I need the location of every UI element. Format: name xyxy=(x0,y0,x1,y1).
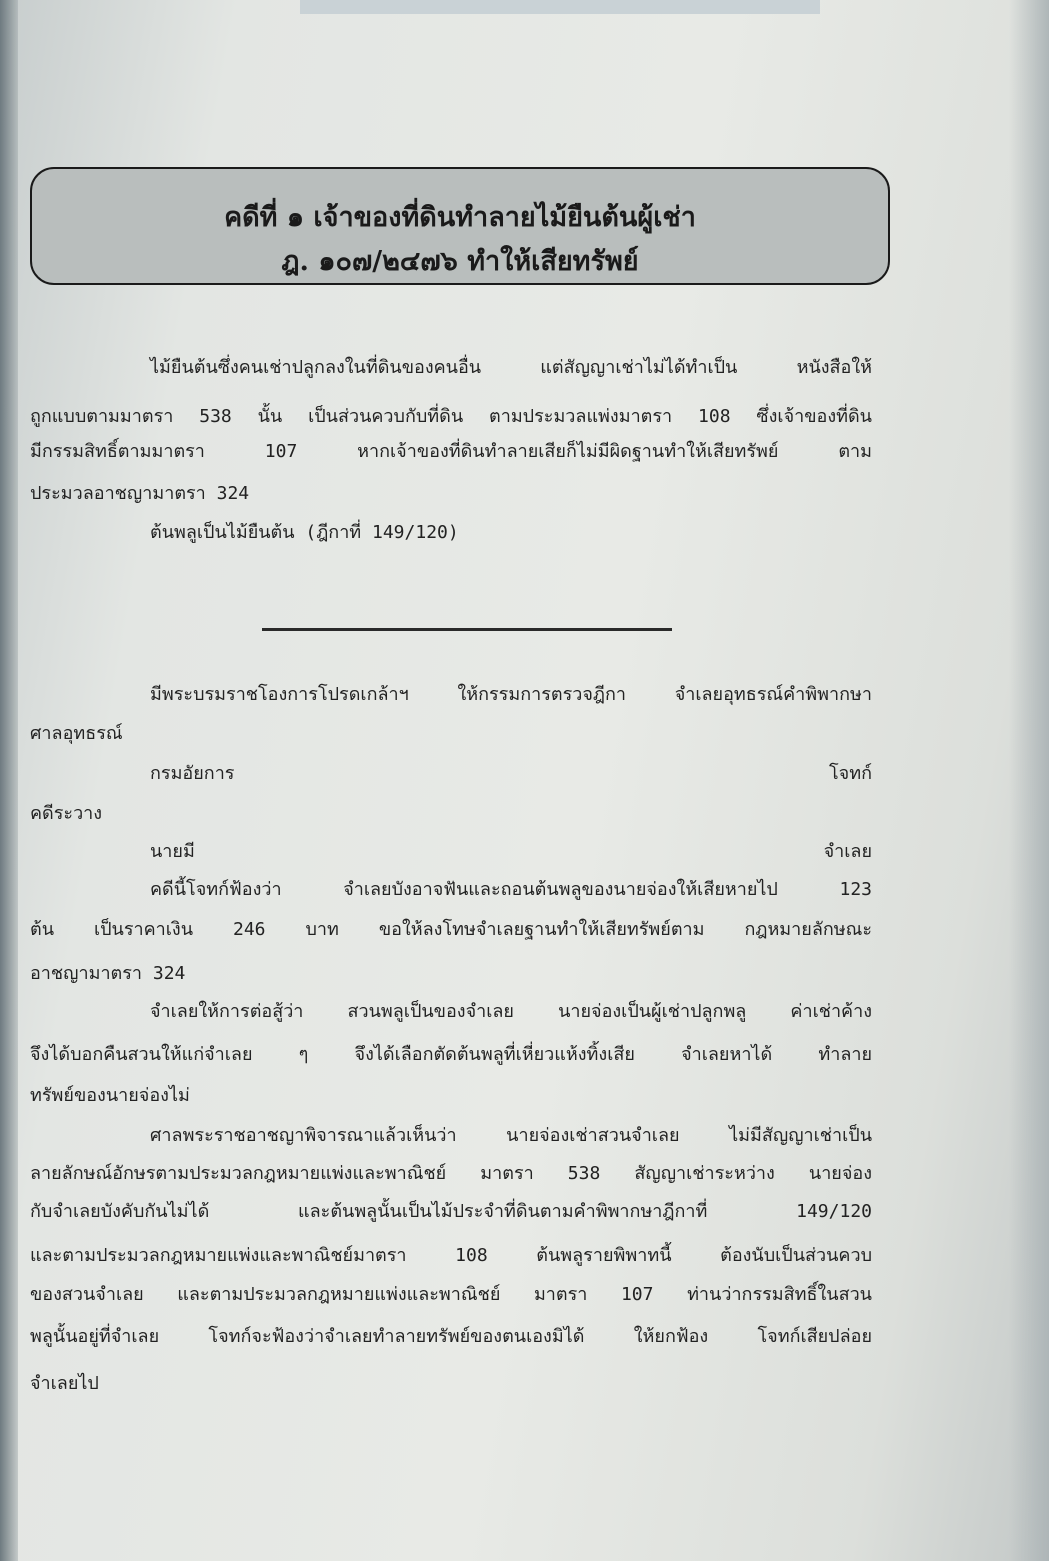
judgment-line-4: และตามประมวลกฎหมายแพ่งและพาณิชย์มาตรา 108 ต้นพลูรายพิพาทนี้ ต้องนับเป็นส่วนควบ xyxy=(30,1245,872,1266)
plaintiff-role: โจทก์ xyxy=(829,763,872,784)
judgment-line-1: ศาลพระราชอาชญาพิจารณาแล้วเห็นว่า นายจ่องเช่าสวนจำเลย ไม่มีสัญญาเช่าเป็น xyxy=(150,1125,872,1146)
defendant-name: นายมี xyxy=(150,841,195,862)
case-title-box xyxy=(30,167,890,285)
summary-line-1: ไม้ยืนต้นซึ่งคนเช่าปลูกลงในที่ดินของคนอื่น แต่สัญญาเช่าไม่ได้ทำเป็น หนังสือให้ xyxy=(150,357,872,378)
summary-line-4: ประมวลอาชญามาตรา 324 xyxy=(30,483,250,504)
plaintiff-name: กรมอัยการ xyxy=(150,763,235,784)
judgment-line-7: จำเลยไป xyxy=(30,1373,99,1394)
page-gutter-shadow xyxy=(0,0,18,1561)
summary-note: ต้นพลูเป็นไม้ยืนต้น (ฎีกาที่ 149/120) xyxy=(150,522,459,543)
complaint-line-1: คดีนี้โจทก์ฟ้องว่า จำเลยบังอาจฟันและถอนต้นพลูของนายจ่องให้เสียหายไป 123 xyxy=(150,879,872,900)
judgment-line-2: ลายลักษณ์อักษรตามประมวลกฎหมายแพ่งและพาณิชย์ มาตรา 538 สัญญาเช่าระหว่าง นายจ่อง xyxy=(30,1163,872,1184)
between-label: คดีระวาง xyxy=(30,803,103,824)
defense-line-2: จึงได้บอกคืนสวนให้แก่จำเลย ๆ จึงได้เลือกตัดต้นพลูที่เหี่ยวแห้งทิ้งเสีย จำเลยหาได้ ทำลาย xyxy=(30,1044,872,1065)
judgment-line-5: ของสวนจำเลย และตามประมวลกฎหมายแพ่งและพาณิชย์ มาตรา 107 ท่านว่ากรรมสิทธิ์ในสวน xyxy=(30,1284,872,1305)
defense-line-3: ทรัพย์ของนายจ่องไม่ xyxy=(30,1085,190,1106)
case-title-line-1: คดีที่ ๑ เจ้าของที่ดินทำลายไม้ยืนต้นผู้เช่า xyxy=(224,202,696,233)
complaint-line-3: อาชญามาตรา 324 xyxy=(30,963,186,984)
top-paper-strip xyxy=(300,0,820,14)
judgment-line-3: กับจำเลยบังคับกันไม่ได้ และต้นพลูนั้นเป็นไม้ประจำที่ดินตามคำพิพากษาฎีกาที่ 149/120 xyxy=(30,1201,872,1222)
judgment-line-6: พลูนั้นอยู่ที่จำเลย โจทก์จะฟ้องว่าจำเลยทำลายทรัพย์ของตนเองมิได้ ให้ยกฟ้อง โจทก์เสียปล่อย xyxy=(30,1326,872,1347)
summary-line-3: มีกรรมสิทธิ์ตามมาตรา 107 หากเจ้าของที่ดินทำลายเสียก็ไม่มีผิดฐานทำให้เสียทรัพย์ ตาม xyxy=(30,441,872,462)
summary-line-2: ถูกแบบตามมาตรา 538 นั้น เป็นส่วนควบกับที่ดิน ตามประมวลแพ่งมาตรา 108 ซึ่งเจ้าของที่ดิน xyxy=(30,406,872,427)
case-title-line-2: ฎ. ๑๐๗/๒๔๗๖ ทำให้เสียทรัพย์ xyxy=(281,246,639,277)
defense-line-1: จำเลยให้การต่อสู้ว่า สวนพลูเป็นของจำเลย นายจ่องเป็นผู้เช่าปลูกพลู ค่าเช่าค้าง xyxy=(150,1001,872,1022)
complaint-line-2: ต้น เป็นราคาเงิน 246 บาท ขอให้ลงโทษจำเลยฐานทำให้เสียทรัพย์ตาม กฎหมายลักษณะ xyxy=(30,919,872,940)
defendant-role: จำเลย xyxy=(823,841,872,862)
royal-command-line-2: ศาลอุทธรณ์ xyxy=(30,723,123,744)
section-divider xyxy=(262,628,672,631)
page-edge-shadow xyxy=(1009,0,1049,1561)
royal-command-line-1: มีพระบรมราชโองการโปรดเกล้าฯ ให้กรรมการตรวจฎีกา จำเลยอุทธรณ์คำพิพากษา xyxy=(150,684,872,705)
